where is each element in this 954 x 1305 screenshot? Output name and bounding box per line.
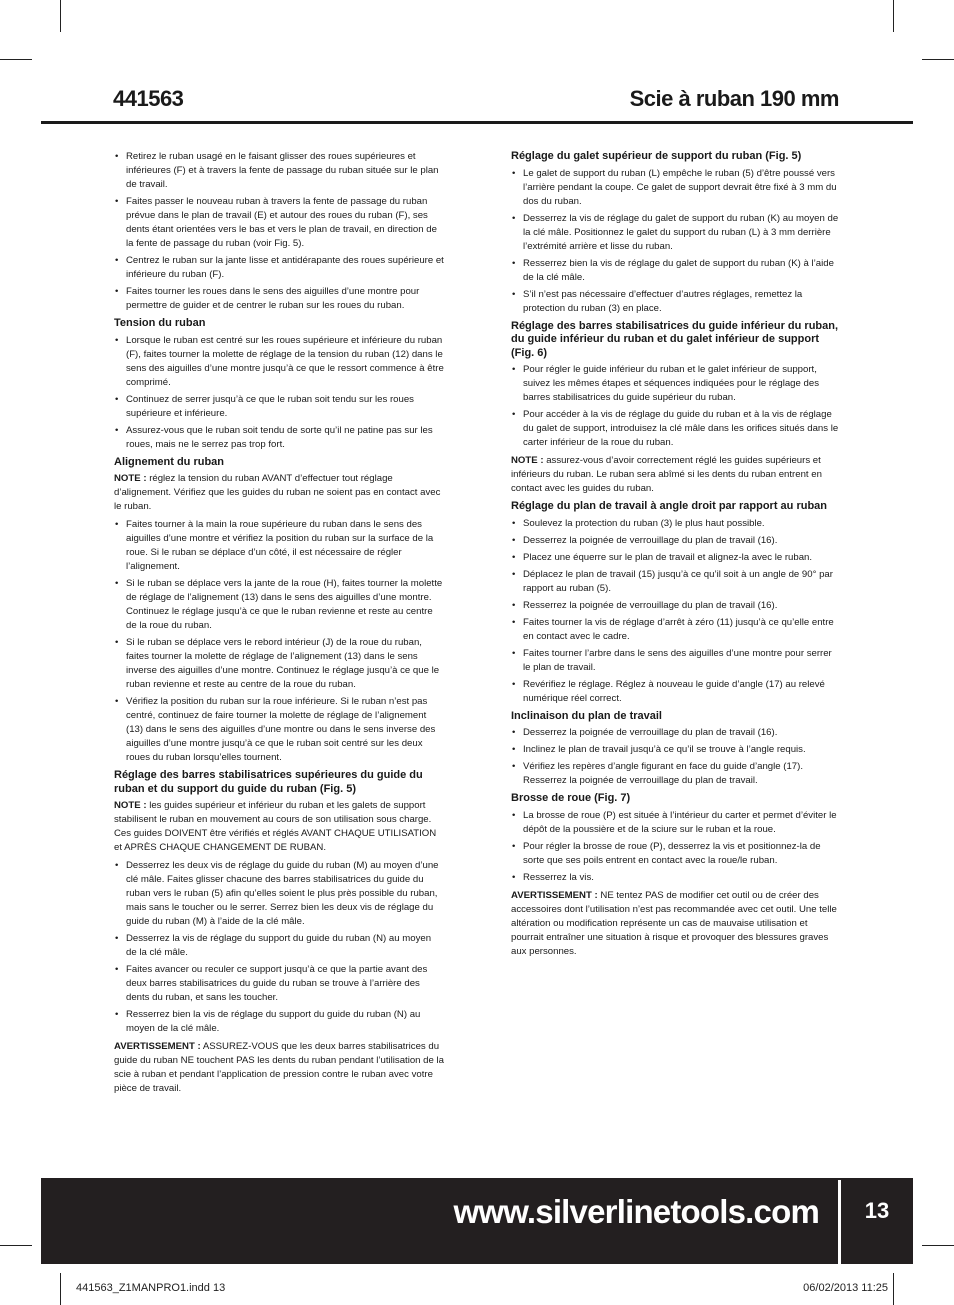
bullet-list — [114, 150, 444, 313]
note-text: ASSUREZ-VOUS que les deux barres stabilisatrices du guide du ruban NE touchent PAS les dents du ruban pendant l’utilisation de la scie à ruban et pendant l’application de pression contre le ruban avec votre pièce de travail. — [114, 1041, 444, 1094]
list-item: • Retirez le ruban usagé en le faisant glisser des roues supérieures et inférieures (F) et à travers la fente de passage du ruban située sur le plan de travail. — [114, 150, 444, 192]
list-item: • Si le ruban se déplace vers le rebord intérieur (J) de la roue du ruban, faites tourner la molette de réglage de l’alignement (13) dans le sens inverse des aiguilles d’une montre. Continuez le réglage jusqu’à ce que le ruban revienne et reste au centre de la roue du ruban. — [114, 636, 444, 692]
list-item: • Centrez le ruban sur la jante lisse et antidérapante des roues supérieure et inférieure du ruban (F). — [114, 254, 444, 282]
crop-mark — [922, 59, 954, 60]
page-number: 13 — [864, 1198, 890, 1223]
crop-mark — [0, 59, 32, 60]
list-item: • Desserrez la vis de réglage du galet de support du ruban (K) au moyen de la clé mâle. Positionnez le galet du support du ruban (L) à 3 mm derrière l’extrémité arrière et lisse du ruban. — [511, 212, 840, 254]
note-label: NOTE : — [511, 455, 544, 466]
right-column — [511, 150, 840, 963]
list-item: • Resserrez bien la vis de réglage du support du guide du ruban (N) au moyen de la clé mâle. — [114, 1008, 444, 1036]
crop-mark — [60, 0, 61, 32]
print-slug-file: 441563_Z1MANPRO1.indd 13 — [76, 1282, 226, 1294]
list-item: • Pour accéder à la vis de réglage du guide du ruban et à la vis de réglage du galet de support, introduisez la clé mâle dans les orifices situés dans le carter inférieur de la roue du ruban. — [511, 408, 840, 450]
list-item: • Vérifiez la position du ruban sur la roue inférieure. Si le ruban n’est pas centré, continuez de faire tourner la molette de réglage de l’alignement (13) dans le sens des aiguilles d’une montre ou dans le sens inverse des aiguilles d’une montre jusqu’à ce que le ruban soit centré sur les deux roues du ruban lorsqu’elles tournent. — [114, 695, 444, 765]
crop-mark — [60, 1273, 61, 1305]
section-heading: Brosse de roue (Fig. 7) — [511, 792, 631, 804]
note-paragraph — [511, 454, 840, 496]
list-item: • Le galet de support du ruban (L) empêche le ruban (5) d’être poussé vers l’arrière pendant la coupe. Ce galet de support devrait être fixé à 3 mm du dos du ruban. — [511, 167, 840, 209]
section-heading: Réglage du plan de travail à angle droit par rapport au ruban — [511, 500, 828, 512]
bullet-list — [511, 809, 840, 885]
section-heading: Réglage du galet supérieur de support du ruban (Fig. 5) — [511, 150, 802, 162]
note-paragraph — [114, 472, 444, 514]
note-label: NOTE : — [114, 473, 147, 484]
bullet-list — [114, 334, 444, 452]
note-label: NOTE : — [114, 800, 147, 811]
list-item: • Assurez-vous que le ruban soit tendu de sorte qu’il ne patine pas sur les roues, mais ne le serrez pas trop fort. — [114, 424, 444, 452]
note-text: NE tentez PAS de modifier cet outil ou de créer des accessoires dont l’utilisation n’est pas recommandée avec cet outil. Une telle altération ou modification représente un cas de mauvaise utilisation et pourrait entraîner une situation à risque et provoquer des blessures graves aux personnes. — [511, 889, 837, 957]
note-paragraph — [114, 1040, 444, 1096]
list-item: • Desserrez la poignée de verrouillage du plan de travail (16). — [511, 726, 840, 740]
crop-mark — [922, 1245, 954, 1246]
section-heading: Réglage des barres stabilisatrices du guide inférieur du ruban, du guide inférieur du ruban et du galet inférieur de support (Fig. 6) — [511, 319, 839, 359]
page-title: Scie à ruban 190 mm — [629, 86, 839, 111]
list-item: • Vérifiez les repères d’angle figurant en face du guide d’angle (17). Resserrez la poignée de verrouillage du plan de travail. — [511, 760, 840, 788]
list-item: • Déplacez le plan de travail (15) jusqu’à ce qu’il soit à un angle de 90° par rapport au ruban (5). — [511, 568, 840, 596]
crop-mark — [893, 1273, 894, 1305]
list-item: • Faites tourner à la main la roue supérieure du ruban dans le sens des aiguilles d’une montre et vérifiez la position du ruban sur la surface de la roue. Si le ruban se déplace d’un côté, il est nécessaire de régler l’alignement. — [114, 518, 444, 574]
list-item: • Continuez de serrer jusqu’à ce que le ruban soit tendu sur les roues supérieure et inférieure. — [114, 393, 444, 421]
product-code: 441563 — [113, 86, 184, 111]
bullet-list — [114, 518, 444, 765]
list-item: • Resserrez la poignée de verrouillage du plan de travail (16). — [511, 599, 840, 613]
list-item: • Revérifiez le réglage. Réglez à nouveau le guide d’angle (17) au relevé numérique réel correct. — [511, 678, 840, 706]
crop-mark — [0, 1245, 32, 1246]
bullet-list — [511, 363, 840, 450]
list-item: • Placez une équerre sur le plan de travail et alignez-la avec le ruban. — [511, 551, 840, 565]
list-item: • Inclinez le plan de travail jusqu’à ce qu’il se trouve à l’angle requis. — [511, 743, 840, 757]
section-heading: Alignement du ruban — [114, 455, 224, 468]
section-heading: Réglage des barres stabilisatrices supérieures du guide du ruban et du support du guide du ruban (Fig. 5) — [114, 769, 423, 795]
left-column — [114, 150, 444, 1100]
section-heading: Inclinaison du plan de travail — [511, 709, 662, 722]
list-item: • Desserrez les deux vis de réglage du guide du ruban (M) au moyen d’une clé mâle. Faites glisser chacune des barres stabilisatrices du guide du ruban vers le ruban (5) afin qu’elles soient le plus près possible du ruban, mais sans le toucher ou le serrer. Serrez bien les deux vis de réglage du guide du ruban (M) à l’aide de la clé mâle. — [114, 859, 444, 929]
header-divider — [41, 121, 913, 124]
print-slug-datetime: 06/02/2013 11:25 — [803, 1282, 888, 1294]
list-item: • Resserrez la vis. — [511, 871, 840, 885]
note-paragraph — [114, 799, 444, 855]
bullet-list — [511, 726, 840, 788]
list-item: • Resserrez bien la vis de réglage du galet de support du ruban (K) à l’aide de la clé mâle. — [511, 257, 840, 285]
section-heading: Tension du ruban — [114, 317, 206, 329]
note-text: assurez-vous d’avoir correctement réglé les guides supérieurs et inférieurs du ruban. Le ruban sera abîmé si les dents du ruban entrent en contact avec les guides du ruban. — [511, 455, 822, 494]
list-item: • Pour régler le guide inférieur du ruban et le galet inférieur de support, suivez les mêmes étapes et séquences indiquées pour le réglage des barres stabilisatrices du guide supérieur du ruban. — [511, 363, 840, 405]
list-item: • Desserrez la vis de réglage du support du guide du ruban (N) au moyen de la clé mâle. — [114, 932, 444, 960]
list-item: • Si le ruban se déplace vers la jante de la roue (H), faites tourner la molette de réglage de l’alignement (13) dans le sens des aiguilles d’une montre. Continuez le réglage jusqu’à ce que le ruban revienne et reste au centre de la roue du ruban. — [114, 577, 444, 633]
list-item: • Faites tourner la vis de réglage d’arrêt à zéro (11) jusqu’à ce qu’elle entre en contact avec le cadre. — [511, 616, 840, 644]
crop-mark — [893, 0, 894, 32]
bullet-list — [511, 167, 840, 316]
list-item: • La brosse de roue (P) est située à l’intérieur du carter et permet d’éviter le dépôt de la poussière et de la sciure sur le ruban et la roue. — [511, 809, 840, 837]
list-item: • Faites passer le nouveau ruban à travers la fente de passage du ruban prévue dans le plan de travail (E) et autour des roues du ruban (F), ses dents étant orientées vers le bas et vers le plan de travail, en direction de la fente de passage du ruban (voir Fig. 5). — [114, 195, 444, 251]
list-item: • Faites avancer ou reculer ce support jusqu’à ce que la partie avant des deux barres stabilisatrices du guide du ruban se trouve à l’arrière des dents du ruban, et sans les toucher. — [114, 963, 444, 1005]
list-item: • Pour régler la brosse de roue (P), desserrez la vis et positionnez-la de sorte que ses poils entrent en contact avec la roue/le ruban. — [511, 840, 840, 868]
list-item: • Faites tourner les roues dans le sens des aiguilles d’une montre pour permettre de guider et de centrer le ruban sur les roues du ruban. — [114, 285, 444, 313]
note-label: AVERTISSEMENT : — [511, 889, 598, 901]
bullet-list — [114, 859, 444, 1036]
list-item: • Soulevez la protection du ruban (3) le plus haut possible. — [511, 517, 840, 531]
list-item: • Desserrez la poignée de verrouillage du plan de travail (16). — [511, 534, 840, 548]
note-text: les guides supérieur et inférieur du ruban et les galets de support stabilisent le ruban en mouvement au cours de son utilisation sous charge. Ces guides DOIVENT être vérifiés et réglés AVANT CHAQUE UTILISATION et APRÈS CHAQUE CHANGEMENT DE RUBAN. — [114, 800, 437, 853]
note-label: AVERTISSEMENT : — [114, 1041, 201, 1052]
website-link[interactable]: www.silverlinetools.com — [453, 1193, 819, 1230]
bullet-list — [511, 517, 840, 706]
note-paragraph — [511, 889, 840, 959]
list-item: • S’il n’est pas nécessaire d’effectuer d’autres réglages, remettez la protection du ruban (3) en place. — [511, 288, 840, 316]
note-text: réglez la tension du ruban AVANT d’effectuer tout réglage d’alignement. Vérifiez que les guides du ruban ne soient pas en contact avec le ruban. — [114, 473, 441, 512]
list-item: • Faites tourner l’arbre dans le sens des aiguilles d’une montre pour serrer le plan de travail. — [511, 647, 840, 675]
list-item: • Lorsque le ruban est centré sur les roues supérieure et inférieure du ruban (F), faites tourner la molette de réglage de la tension du ruban (12) dans le sens des aiguilles d’une montre jusqu’à ce que le ressort commence à être comprimé. — [114, 334, 444, 390]
